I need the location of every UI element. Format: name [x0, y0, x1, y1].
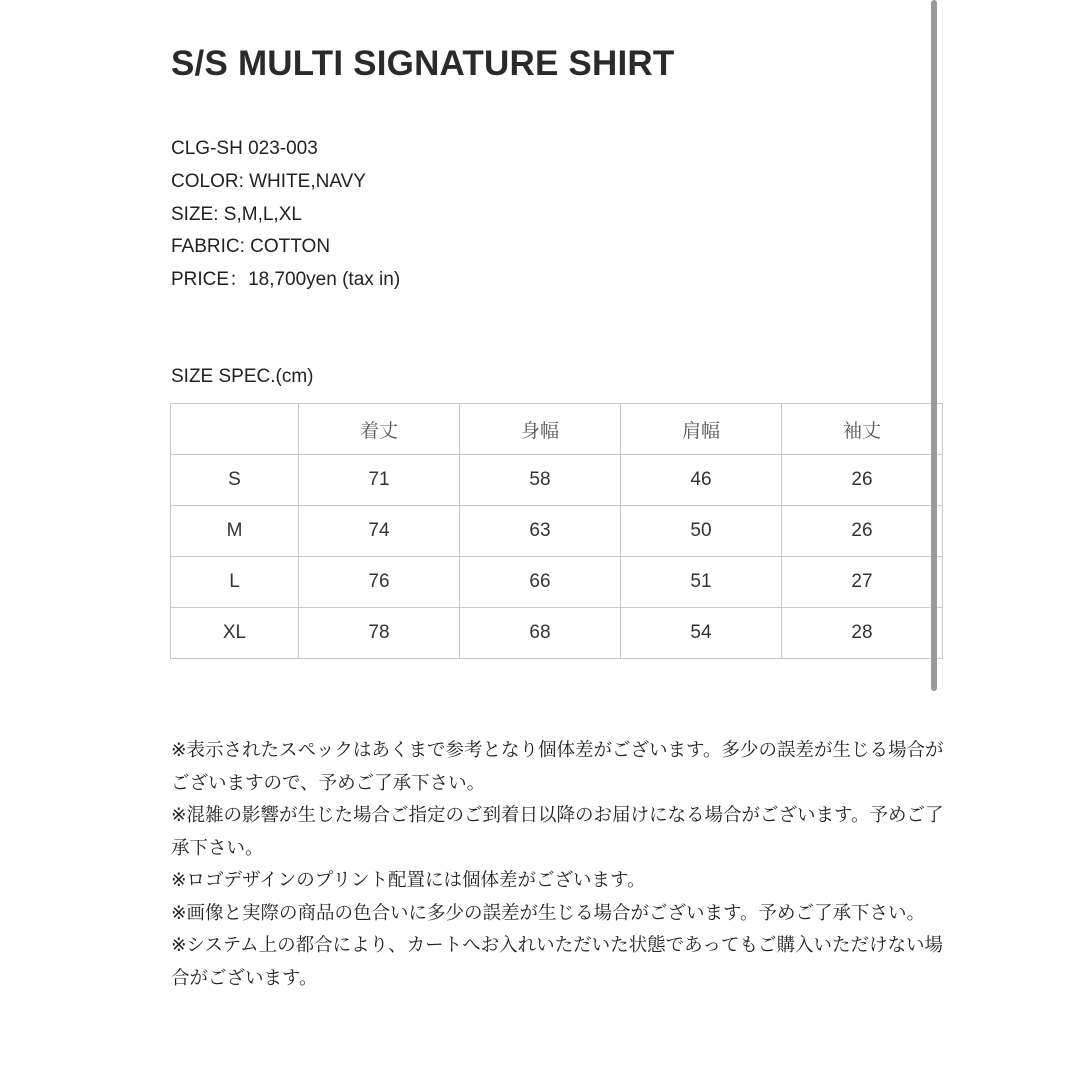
product-title: S/S MULTI SIGNATURE SHIRT	[171, 44, 675, 83]
table-cell: 66	[460, 557, 621, 608]
table-cell: 63	[460, 506, 621, 557]
product-price: PRICE：18,700yen (tax in)	[171, 269, 401, 290]
note-item: ※画像と実際の商品の色合いに多少の誤差が生じる場合がございます。予めご了承下さい。	[171, 902, 926, 924]
table-row	[171, 557, 943, 608]
table-cell: 78	[299, 608, 460, 659]
table-cell-size: S	[171, 455, 299, 506]
table-cell: 76	[299, 557, 460, 608]
note-item: ※混雑の影響が生じた場合ご指定のご到着日以降のお届けになる場合がございます。予めご了承下さい。	[171, 805, 944, 859]
table-cell-size: M	[171, 506, 299, 557]
table-cell: 46	[621, 455, 782, 506]
table-cell: 71	[299, 455, 460, 506]
table-header-cell: 袖丈	[782, 404, 943, 455]
table-cell: 51	[621, 557, 782, 608]
product-code: CLG-SH 023-003	[171, 138, 318, 159]
table-header-cell	[171, 404, 299, 455]
table-header-row	[171, 404, 943, 455]
table-row	[171, 455, 943, 506]
table-cell-size: L	[171, 557, 299, 608]
table-cell: 68	[460, 608, 621, 659]
size-spec-label: SIZE SPEC.(cm)	[171, 366, 314, 387]
table-cell: 26	[782, 506, 943, 557]
product-color: COLOR: WHITE,NAVY	[171, 170, 366, 192]
table-cell: 50	[621, 506, 782, 557]
table-header-cell: 着丈	[299, 404, 460, 455]
table-cell: 28	[782, 608, 943, 659]
note-item: ※表示されたスペックはあくまで参考となり個体差がございます。多少の誤差が生じる場合がございますので、予めご了承下さい。	[171, 740, 944, 794]
notes-list	[171, 735, 951, 995]
scrollbar-thumb[interactable]	[931, 0, 937, 691]
table-row	[171, 608, 943, 659]
table-cell: 27	[782, 557, 943, 608]
product-sizes: SIZE: S,M,L,XL	[171, 203, 302, 225]
product-spec-list	[171, 133, 400, 297]
product-fabric: FABRIC: COTTON	[171, 236, 331, 258]
note-item: ※ロゴデザインのプリント配置には個体差がございます。	[171, 870, 646, 891]
table-header-cell: 身幅	[460, 404, 621, 455]
table-header-cell: 肩幅	[621, 404, 782, 455]
note-item: ※システム上の都合により、カートへお入れいただいた状態であってもご購入いただけない場合がございます。	[171, 935, 943, 989]
table-cell: 54	[621, 608, 782, 659]
table-row	[171, 506, 943, 557]
size-spec-table	[170, 403, 943, 659]
table-cell: 26	[782, 455, 943, 506]
table-cell: 58	[460, 455, 621, 506]
table-cell: 74	[299, 506, 460, 557]
table-cell-size: XL	[171, 608, 299, 659]
